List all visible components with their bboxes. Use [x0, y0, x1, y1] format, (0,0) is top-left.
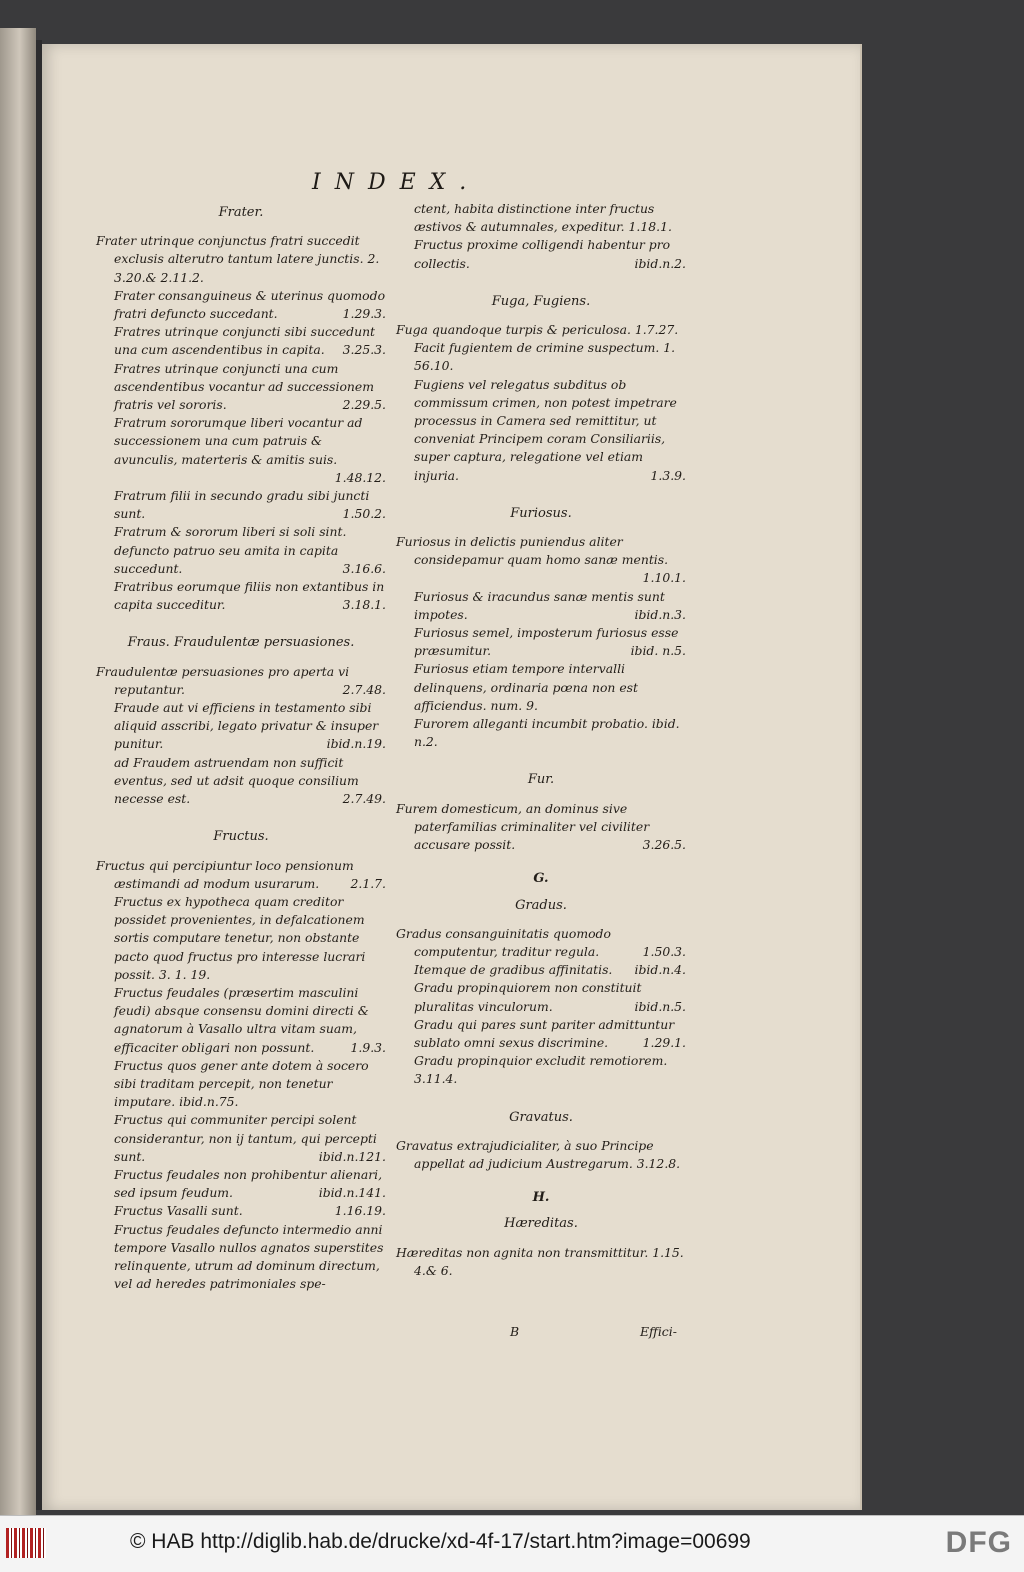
index-entry [114, 323, 386, 359]
entry-text: Gradu propinquior excludit remotiorem. 3.11.4. [414, 1053, 668, 1087]
index-entry [114, 1221, 386, 1294]
dfg-logo: DFG [945, 1526, 1012, 1559]
entry-reference: ibid.n.2. [634, 255, 686, 271]
entry-text: Frater consanguineus & uterinus quomodo fratri defuncto succedant. [114, 287, 386, 322]
index-entry [114, 360, 386, 415]
entry-reference: 1.29.3. [342, 306, 386, 322]
entry-text: Itemque de gradibus affinitatis. [414, 962, 613, 978]
entry-reference: 1.50.3. [642, 943, 686, 959]
entry-reference: 1.9.3. [350, 1039, 386, 1055]
index-entry [414, 979, 686, 1015]
index-entry [96, 857, 386, 893]
index-entry [414, 200, 686, 236]
entry-text: Furiosus & iracundus sanæ mentis sunt impotes. [414, 588, 665, 622]
copyright-link[interactable]: © HAB http://diglib.hab.de/drucke/xd-4f-17/start.htm?image=00699 [130, 1530, 751, 1553]
entry-reference: 1.18.1. [628, 219, 672, 235]
entry-reference: 2.1.7. [350, 875, 386, 891]
index-entry [114, 287, 386, 323]
entry-text: Fructus proxime colligendi habentur pro collectis. [414, 237, 671, 271]
section-heading: Fructus. [213, 829, 269, 845]
index-entry [414, 376, 686, 485]
entry-text: Gradu qui pares sunt pariter admittuntur sublato omni sexus discrimine. [414, 1016, 675, 1050]
index-entry [396, 1244, 686, 1280]
index-entry [114, 578, 386, 614]
section-heading: Gradus. [515, 897, 567, 913]
entry-text: Fratres utrinque conjuncti sibi succedunt una cum ascendentibus in capita. [114, 324, 376, 358]
index-entry [396, 1137, 686, 1173]
index-entry [396, 800, 686, 855]
index-entry [114, 893, 386, 984]
entry-text: Fructus feudales (præsertim masculini feudi) absque consensu domini directi & agnatorum à Vasallo ultra vitam suam, efficaciter obligari non possunt. [114, 984, 369, 1055]
entry-text: ctent, habita distinctione inter fructus æstivos & autumnales, expeditur. [414, 201, 655, 235]
entry-text: Gradu propinquiorem non constituit pluralitas vinculorum. [414, 980, 642, 1014]
index-entry [114, 414, 386, 487]
letter-heading: G. [533, 871, 549, 887]
entry-reference: 3.18.1. [342, 597, 386, 613]
viewer-footer [0, 1515, 1024, 1572]
entry-text: Gravatus extrajudicialiter, à suo Principe appellat ad judicium Austregarum. 3.12.8. [396, 1137, 681, 1171]
section-heading: Gravatus. [509, 1109, 573, 1125]
entry-text: Furiosus in delictis puniendus aliter considератur quam homo sanæ mentis. [396, 534, 669, 568]
index-entry [114, 523, 386, 578]
entry-text: Furiosus etiam tempore intervalli delinquens, ordinaria pœna non est afficiendus. num. 9. [414, 661, 639, 713]
index-entry [396, 533, 686, 588]
entry-text: Fraude aut vi efficiens in testamento sibi aliquid asscribi, legato privatur & insuper punitur. [114, 700, 379, 752]
entry-text: Fratres utrinque conjuncti una cum ascendentibus vocantur ad successionem fratris vel sororis. [114, 360, 374, 413]
entry-text: Fratrum & sororum liberi si soli sint. defuncto patruo seu amita in capita succedunt. [114, 524, 347, 576]
entry-reference: ibid.n.5. [634, 998, 686, 1014]
catchword: Effici- [640, 1324, 677, 1339]
entry-text: Fructus qui communiter percipi solent considerantur, non ij tantum, qui percepti sunt. [114, 1112, 377, 1164]
entry-text: Fructus ex hypotheca quam creditor possidet provenientes, in defalcationem sortis computare tenetur, non obstante pacto quod fructus pro interesse lucrari possit. 3. 1. 19. [114, 893, 366, 982]
section-heading: Hæreditas. [504, 1216, 578, 1232]
entry-reference: ibid.n.19. [326, 736, 386, 752]
entry-reference: ibid.n.121. [318, 1148, 386, 1164]
entry-text: Fructus Vasalli sunt. [114, 1203, 243, 1219]
entry-text: Fugiens vel relegatus subditus ob commissum crimen, non potest impetrare processus in Camera sed remittitur, ut conveniat Principem coram Consiliariis, super captura, relegatione vel etiam injuria. [414, 376, 677, 483]
index-entry [414, 660, 686, 715]
index-entry [114, 487, 386, 523]
entry-reference: 3.26.5. [642, 837, 686, 853]
section-heading: Frater. [218, 205, 264, 220]
entry-reference: 2.7.48. [342, 681, 386, 697]
hab-barcode-icon [6, 1528, 46, 1558]
section-heading: Fraus. Fraudulentæ persuasiones. [127, 635, 355, 651]
entry-text: Fratrum sororumque liberi vocantur ad successionem una cum patruis & avunculis, materteris & amitis suis. [114, 415, 363, 467]
index-entry [96, 232, 386, 287]
entry-reference: ibid.n.141. [318, 1185, 386, 1201]
entry-reference: 1.3.9. [650, 467, 686, 483]
index-entry [414, 236, 686, 272]
index-entry [396, 925, 686, 961]
entry-text: Fuga quandoque turpis & periculosa. 1.7.27. [396, 322, 679, 338]
entry-text: Gradus consanguinitatis quomodo computentur, traditur regula. [396, 925, 611, 959]
entry-reference: 2.7.49. [342, 791, 386, 807]
index-entry [96, 663, 386, 699]
entry-text: Fratrum filii in secundo gradu sibi juncti sunt. [114, 488, 370, 522]
entry-text: Fructus qui percipiuntur loco pensionum æstimandi ad modum usurarum. [96, 857, 354, 891]
index-entry [414, 1052, 686, 1088]
running-head: INDEX. [312, 170, 481, 195]
entry-text: Fructus feudales non prohibentur alienari, sed ipsum feudum. [114, 1166, 383, 1201]
letter-heading: H. [532, 1190, 550, 1206]
entry-text: Fraudulentæ persuasiones pro aperta vi reputantur. [96, 663, 350, 697]
index-entry [114, 1202, 386, 1220]
entry-text: Furorem alleganti incumbit probatio. ibid. n.2. [414, 716, 680, 750]
index-entry [396, 321, 686, 339]
entry-text: Frater utrinque conjunctus fratri succedit exclusis alterutro tantum latere junctis. 2. 3.20.& 2.11.2. [96, 233, 380, 285]
entry-text: Facit fugientem de crimine suspectum. 1. 56.10. [414, 340, 676, 374]
index-entry [414, 339, 686, 375]
entry-text: Fructus quos gener ante dotem à socero sibi traditam percepit, non tenetur imputare. ibid.n.75. [114, 1057, 369, 1110]
index-column-right [396, 200, 686, 1280]
entry-text: Fructus feudales defuncto intermedio anni tempore Vasallo nullos agnatos superstites relinquente, utrum ad dominum directum, vel ad heredes patrimoniales spe- [114, 1221, 384, 1292]
index-entry [114, 754, 386, 809]
index-entry [414, 588, 686, 624]
index-entry [114, 1111, 386, 1166]
index-entry [114, 1057, 386, 1112]
entry-reference: 1.16.19. [334, 1203, 386, 1219]
entry-reference: 1.10.1. [642, 570, 686, 586]
section-heading: Fuga, Fugiens. [491, 293, 591, 309]
entry-text: Furiosus semel, imposterum furiosus esse præsumitur. [414, 625, 679, 659]
entry-reference: 1.50.2. [342, 506, 386, 522]
signature-mark: B [510, 1324, 520, 1339]
entry-reference: 1.48.12. [334, 469, 386, 485]
index-column-left [96, 200, 386, 1293]
entry-reference: 1.29.1. [642, 1034, 686, 1050]
entry-reference: 2.29.5. [342, 397, 386, 413]
entry-text: ad Fraudem astruendam non sufficit eventus, sed ut adsit quoque consilium necesse est. [114, 754, 359, 807]
section-heading: Fur. [527, 772, 555, 788]
entry-text: Furem domesticum, an dominus sive paterfamilias criminaliter vel civiliter accusare possit. [396, 800, 650, 853]
entry-text: Hæreditas non agnita non transmittitur. 1.15. 4.& 6. [396, 1244, 684, 1278]
index-entry [414, 624, 686, 660]
index-entry [414, 715, 686, 751]
index-entry [114, 699, 386, 754]
entry-reference: ibid.n.4. [634, 962, 686, 978]
entry-text: Fratribus eorumque filiis non extantibus in capita succeditur. [114, 579, 385, 613]
entry-reference: ibid.n.3. [634, 606, 686, 622]
index-entry [414, 1016, 686, 1052]
previous-page-edge [0, 28, 36, 1518]
entry-reference: ibid. n.5. [630, 643, 686, 659]
index-entry [114, 984, 386, 1057]
section-heading: Furiosus. [510, 505, 572, 521]
index-entry [114, 1166, 386, 1202]
entry-reference: 3.16.6. [342, 560, 386, 576]
entry-reference: 3.25.3. [342, 342, 386, 358]
index-entry [414, 961, 686, 979]
